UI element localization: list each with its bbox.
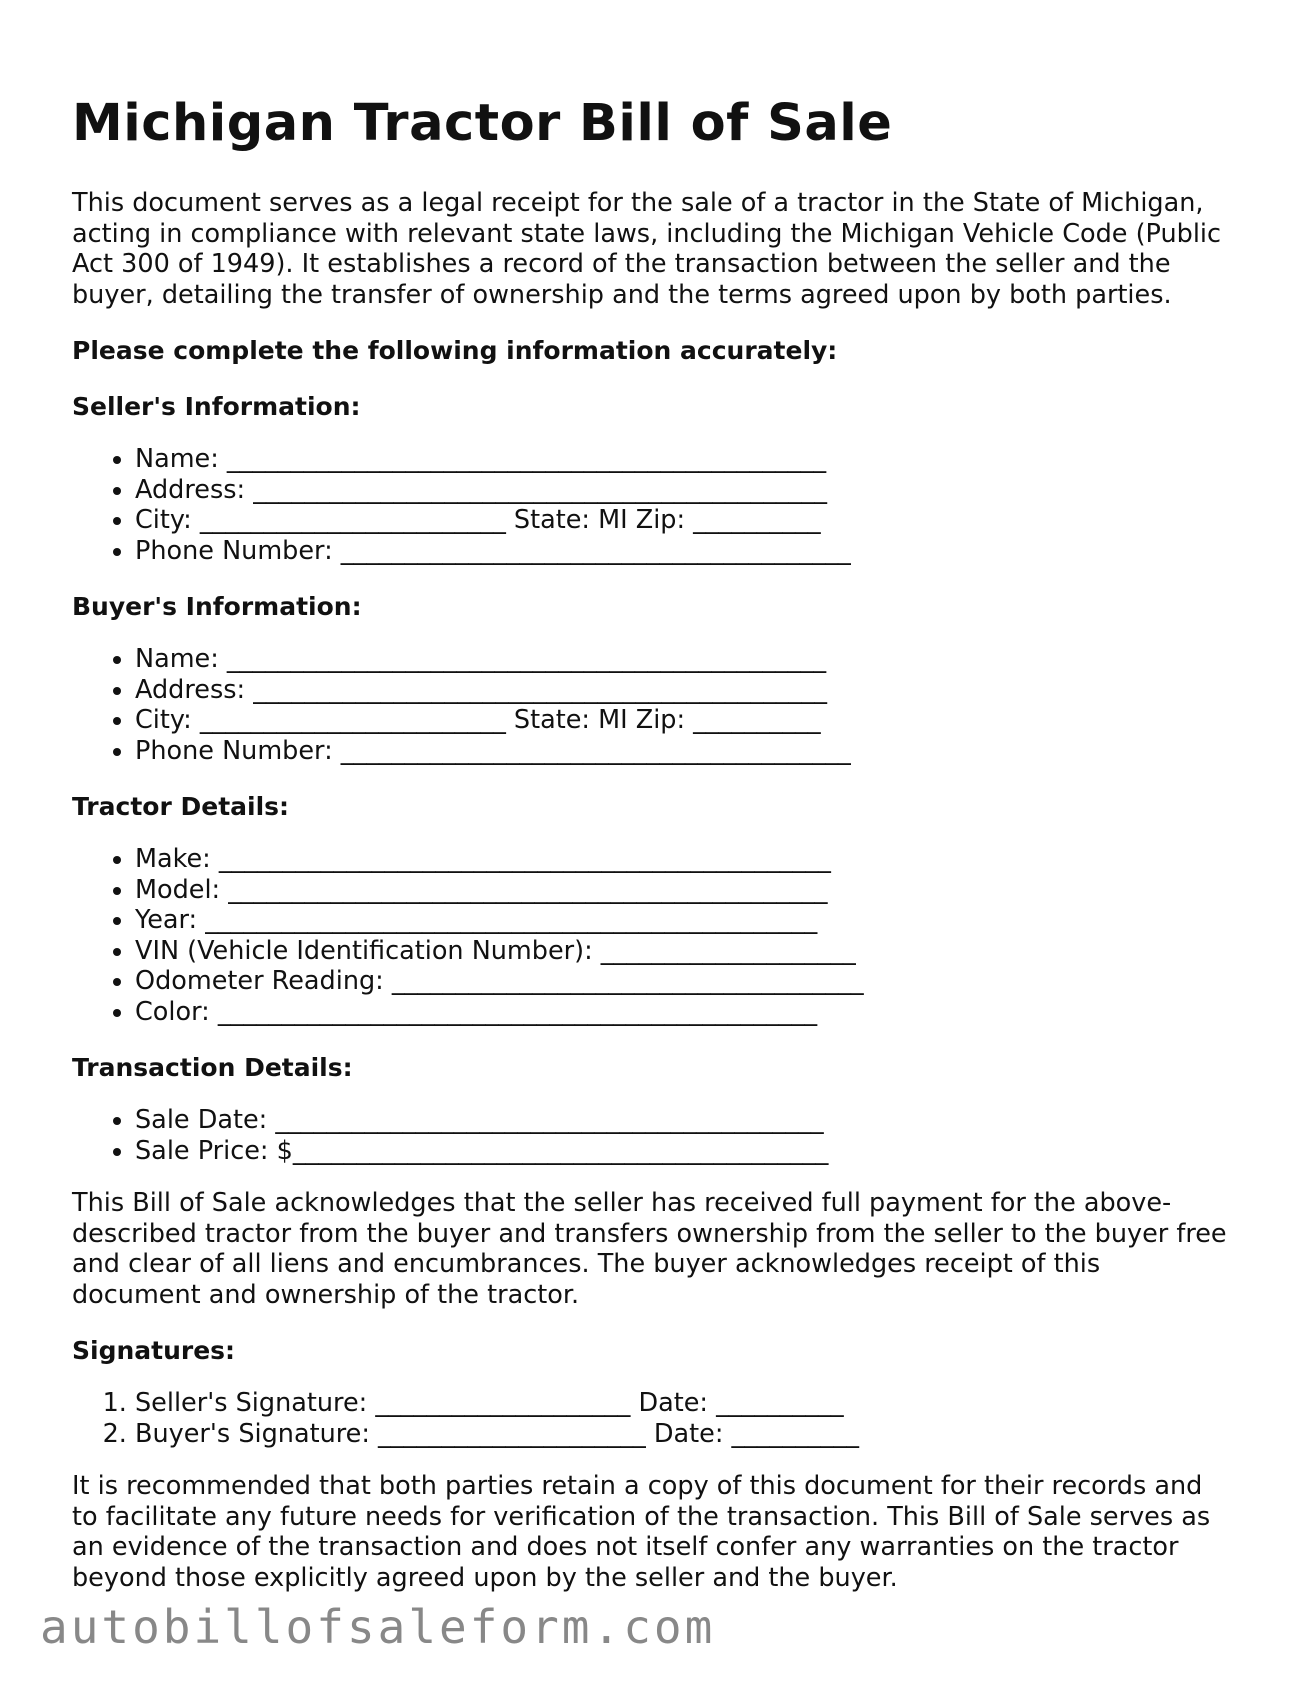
buyer-fields bbox=[72, 644, 1232, 766]
tractor-odometer-field[interactable]: • Odometer Reading: _____________________________________ bbox=[135, 966, 1232, 997]
tractor-model-field[interactable]: • Model: _______________________________________________ bbox=[135, 875, 1232, 906]
tractor-color-field[interactable]: • Color: _______________________________________________ bbox=[135, 997, 1232, 1028]
signature-fields bbox=[72, 1388, 1232, 1449]
tractor-year-field[interactable]: • Year: ________________________________________________ bbox=[135, 905, 1232, 936]
buyer-signature-field[interactable]: 2. Buyer's Signature: _____________________ Date: __________ bbox=[135, 1419, 1232, 1450]
seller-name-field[interactable]: • Name: _______________________________________________ bbox=[135, 444, 1232, 475]
transaction-fields bbox=[72, 1105, 1232, 1166]
seller-address-field[interactable]: • Address: _____________________________________________ bbox=[135, 475, 1232, 506]
seller-fields bbox=[72, 444, 1232, 566]
tractor-heading: Tractor Details: bbox=[72, 792, 290, 821]
seller-heading: Seller's Information: bbox=[72, 392, 361, 421]
signatures-heading: Signatures: bbox=[72, 1336, 236, 1365]
tractor-make-field[interactable]: • Make: ________________________________________________ bbox=[135, 844, 1232, 875]
buyer-heading: Buyer's Information: bbox=[72, 592, 362, 621]
document-title: Michigan Tractor Bill of Sale bbox=[72, 94, 893, 153]
seller-signature-field[interactable]: 1. Seller's Signature: ____________________ Date: __________ bbox=[135, 1388, 1232, 1419]
closing-paragraph: It is recommended that both parties retain a copy of this document for their records and to facilitate any future needs for verification of the transaction. This Bill of Sale serves as an evidence of the transaction and does not itself confer any warranties on the tractor beyond those explicitly agreed upon by the seller and the buyer. bbox=[72, 1471, 1211, 1593]
buyer-address-field[interactable]: • Address: _____________________________________________ bbox=[135, 675, 1232, 706]
tractor-fields bbox=[72, 844, 1232, 1027]
buyer-city-field[interactable]: • City: ________________________ State: MI Zip: __________ bbox=[135, 705, 1232, 736]
acknowledgement-paragraph: This Bill of Sale acknowledges that the seller has received full payment for the above-described tractor from the buyer and transfers ownership from the seller to the buyer free and clear of all liens and encumbrances. The buyer acknowledges receipt of this document and ownership of the tractor. bbox=[72, 1188, 1227, 1310]
intro-paragraph: This document serves as a legal receipt for the sale of a tractor in the State of Michigan, acting in compliance with relevant state laws, including the Michigan Vehicle Code (Public Act 300 of 1949). It establishes a record of the transaction between the seller and the buyer, detailing the transfer of ownership and the terms agreed upon by both parties. bbox=[72, 188, 1222, 310]
transaction-heading: Transaction Details: bbox=[72, 1053, 353, 1082]
instruction-heading: Please complete the following information accurately: bbox=[72, 336, 838, 365]
watermark: autobillofsaleform.com bbox=[40, 1600, 716, 1654]
tractor-vin-field[interactable]: • VIN (Vehicle Identification Number): ____________________ bbox=[135, 936, 1232, 967]
buyer-name-field[interactable]: • Name: _______________________________________________ bbox=[135, 644, 1232, 675]
sale-price-field[interactable]: • Sale Price: $__________________________________________ bbox=[135, 1136, 1232, 1167]
seller-phone-field[interactable]: • Phone Number: ________________________________________ bbox=[135, 536, 1232, 567]
buyer-phone-field[interactable]: • Phone Number: ________________________________________ bbox=[135, 736, 1232, 767]
sale-date-field[interactable]: • Sale Date: ___________________________________________ bbox=[135, 1105, 1232, 1136]
document-page bbox=[72, 88, 1232, 1593]
seller-city-field[interactable]: • City: ________________________ State: MI Zip: __________ bbox=[135, 505, 1232, 536]
